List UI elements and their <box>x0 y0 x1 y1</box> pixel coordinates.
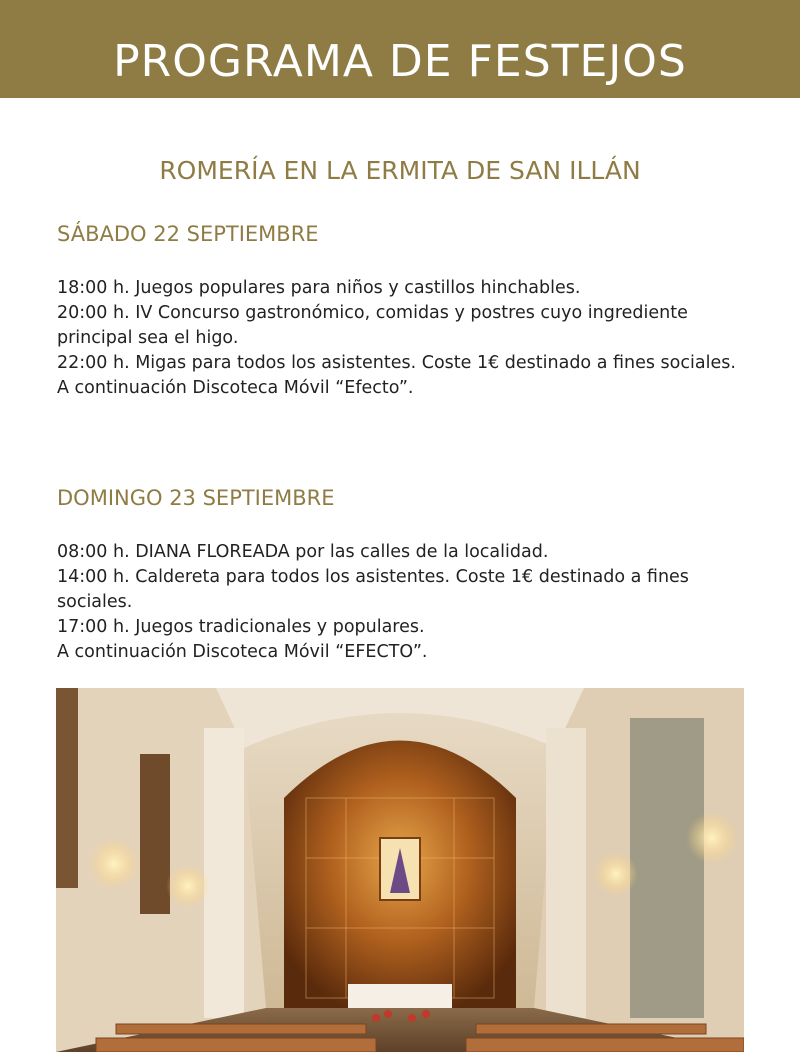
event-item: 08:00 h. DIANA FLOREADA por las calles de la localidad. <box>57 542 549 562</box>
day-heading-saturday: SÁBADO 22 SEPTIEMBRE <box>57 222 319 246</box>
day-heading-sunday: DOMINGO 23 SEPTIEMBRE <box>57 486 335 510</box>
event-item: 18:00 h. Juegos populares para niños y castillos hinchables. <box>57 278 581 298</box>
event-item: 17:00 h. Juegos tradicionales y populares. <box>57 617 425 637</box>
event-list-sunday <box>57 540 757 665</box>
page-title: PROGRAMA DE FESTEJOS <box>113 36 687 87</box>
event-item: A continuación Discoteca Móvil “Efecto”. <box>57 378 414 398</box>
event-list-saturday <box>57 276 757 401</box>
event-item: 14:00 h. Caldereta para todos los asistentes. Coste 1€ destinado a fines sociales. <box>57 567 689 612</box>
event-item: 20:00 h. IV Concurso gastronómico, comidas y postres cuyo ingrediente principal sea el higo. <box>57 303 688 348</box>
event-subtitle: ROMERÍA EN LA ERMITA DE SAN ILLÁN <box>159 156 641 185</box>
chapel-interior-photo <box>56 688 744 1052</box>
event-item: 22:00 h. Migas para todos los asistentes. Coste 1€ destinado a fines sociales. <box>57 353 736 373</box>
event-item: A continuación Discoteca Móvil “EFECTO”. <box>57 642 428 662</box>
